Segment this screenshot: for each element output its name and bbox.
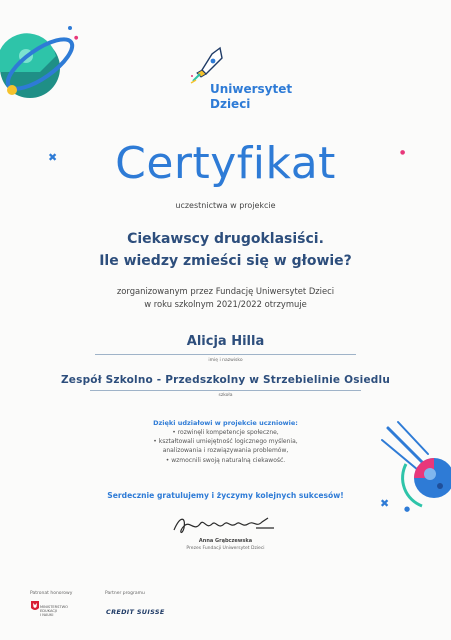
dot-icon: ● [74,35,79,41]
signer-role: Prezes Fundacji Uniwersytet Dzieci [186,546,265,551]
recipient-caption: imię i nazwisko [208,358,243,363]
dot-icon: ● [404,505,411,513]
recipient-name: Alicja Hilla [186,334,265,349]
planet-illustration [0,20,90,110]
signer-name: Anna Grąbczewska [198,538,253,544]
achievement-item: • kształtowali umiejętność logicznego myślenia, [153,438,298,445]
ministry-line: I NAUKI [40,613,54,618]
logo-line-2: Dzieci [210,97,251,111]
organizer-line-1: zorganizowanym przez Fundację Uniwersytet Dzieci [116,286,335,296]
patron-label: Patronat honorowy [30,591,73,596]
credit-suisse-logo: CREDIT SUISSE [106,608,165,616]
congratulations-text: Serdecznie gratulujemy i życzymy kolejnych sukcesów! [107,491,344,500]
handwritten-signature [170,510,280,538]
school-name: Zespół Szkolno - Przedszkolny w Strzebielinie Osiedlu [60,374,390,386]
ministry-line: EDUKACJI [40,609,57,614]
star-mark-icon: ✖ [380,497,390,510]
dot-icon: ● [400,149,406,156]
project-name-line-2: Ile wiedzy zmieści się w głowie? [99,253,352,269]
achievement-item: • rozwinęli kompetencje społeczne, [172,429,279,436]
school-underline [90,390,361,391]
ministry-label [40,605,68,618]
name-underline [95,354,356,355]
achievements-heading: Dzięki udziałowi w projekcie uczniowie: [153,419,298,427]
achievement-item: analizowania i rozwiązywania problemów, [162,447,289,454]
partner-label: Partner programu [105,591,145,596]
poland-emblem-icon [31,601,39,612]
star-mark-icon: ✖ [48,151,58,164]
achievement-item: • wzmocnili swoją naturalną ciekawość. [165,457,286,464]
project-name-line-1: Ciekawscy drugoklasiści. [127,231,324,247]
organizer-line-2: w roku szkolnym 2021/2022 otrzymuje [144,299,307,309]
certificate-title: Certyfikat [115,138,336,189]
uniwersytet-dzieci-logo [186,44,296,116]
comet-illustration [378,418,451,518]
ministry-line: MINISTERSTWO [40,605,69,609]
rocket-icon [190,44,230,84]
school-caption: szkoła [218,393,233,398]
logo-line-1: Uniwersytet [210,82,293,96]
certificate-subtitle: uczestnictwa w projekcie [175,201,276,210]
